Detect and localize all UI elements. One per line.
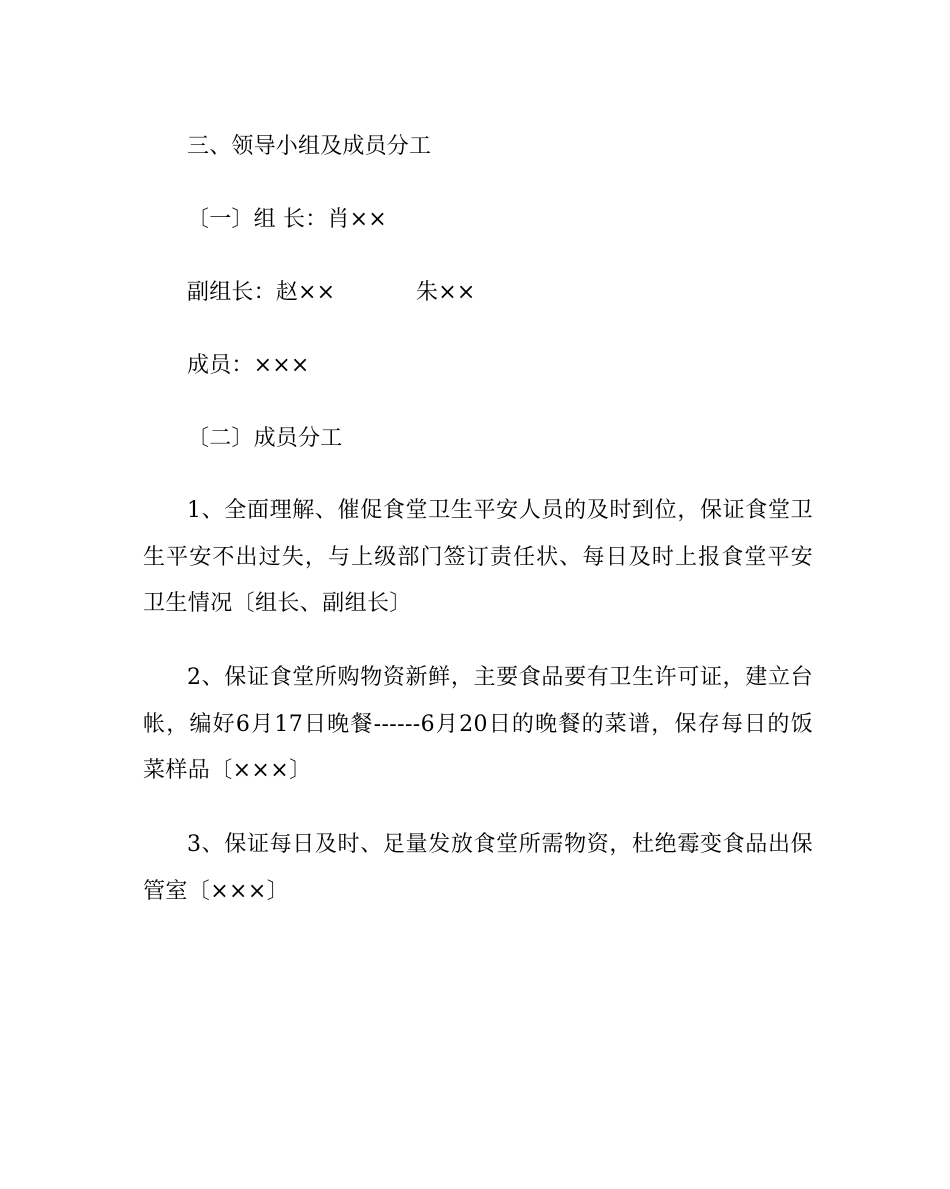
duty-paragraph-3: 3、保证每日及时、足量发放食堂所需物资，杜绝霉变食品出保管室〔×××〕 [143,832,813,904]
members-line: 成员：××× [187,353,310,378]
group-leader-line: 〔一〕组 长：肖×× [187,207,387,232]
deputy-leader-second: 朱×× [416,280,476,305]
duty-paragraph-2: 2、保证食堂所购物资新鲜，主要食品要有卫生许可证，建立台帐，编好6月17日晚餐------6月20日的晚餐的菜谱，保存每日的饭菜样品〔×××〕 [143,665,813,783]
duty-paragraph-1: 1、全面理解、催促食堂卫生平安人员的及时到位，保证食堂卫生平安不出过失，与上级部门签订责任状、每日及时上报食堂平安卫生情况〔组长、副组长〕 [143,498,813,616]
deputy-leader-line: 副组长：赵×× [187,280,336,305]
division-heading: 〔二〕成员分工 [187,426,343,451]
section-heading: 三、领导小组及成员分工 [187,134,432,159]
